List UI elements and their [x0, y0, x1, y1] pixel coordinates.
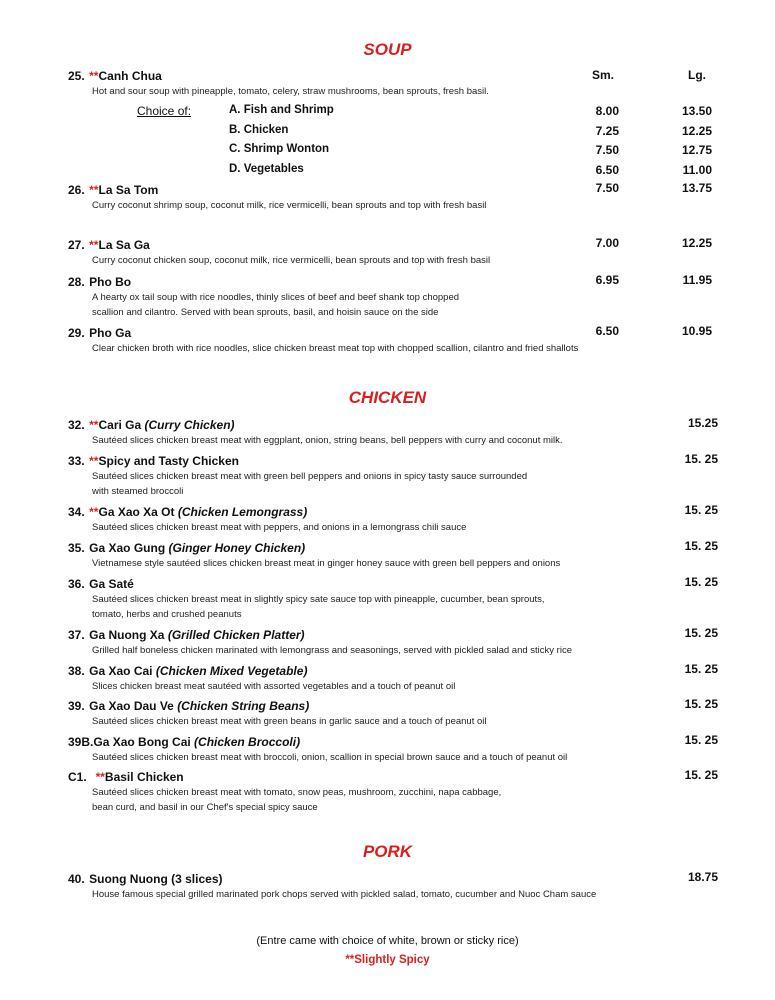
item-name: Pho Bo — [89, 275, 132, 289]
item-number: 29. — [68, 326, 85, 340]
menu-item-40 — [68, 870, 222, 888]
item-number: 27. — [68, 238, 85, 252]
price: 15.25 — [687, 416, 718, 430]
rice-note: (Entre came with choice of white, brown or sticky rice) — [256, 935, 519, 947]
item-name: Canh Chua — [98, 69, 162, 83]
item-description: Sautéed slices chicken breast meat with green bell peppers and onions in spicy tasty sauce surrounded — [92, 471, 528, 482]
price-large: 12.25 — [681, 124, 712, 138]
menu-item-33 — [68, 452, 239, 470]
item-number: 36. — [68, 577, 85, 591]
menu-item-c1 — [68, 768, 184, 786]
item-description: Sautéed slices chicken breast meat with broccoli, onion, scallion in special brown sauce and a touch of peanut oil — [92, 752, 568, 763]
price: 15. 25 — [684, 452, 718, 466]
item-number: 34. — [68, 505, 85, 519]
price: 18.75 — [687, 870, 718, 884]
choice-label: Choice of: — [137, 104, 192, 118]
price-large: 13.50 — [681, 104, 712, 118]
menu-item-25 — [68, 67, 162, 85]
item-number: 32. — [68, 418, 85, 432]
spicy-mark: ** — [89, 418, 99, 432]
price: 15. 25 — [684, 662, 718, 676]
item-description: bean curd, and basil in our Chef's special spicy sauce — [92, 802, 318, 813]
price-small: 8.00 — [595, 104, 619, 118]
item-subtitle: (Chicken Lemongrass) — [177, 505, 308, 519]
section-title-soup: SOUP — [363, 40, 412, 59]
item-description: House famous special grilled marinated pork chops served with pickled salad, tomato, cucumber and Nuoc Cham sauce — [92, 889, 597, 900]
price: 15. 25 — [684, 575, 718, 589]
spicy-mark: ** — [95, 770, 105, 784]
item-number: 37. — [68, 628, 85, 642]
item-name: La Sa Ga — [98, 238, 150, 252]
col-header-small: Sm. — [592, 68, 615, 82]
spicy-legend: **Slightly Spicy — [345, 954, 430, 966]
section-title-pork: PORK — [362, 842, 413, 861]
item-number: 39B. — [68, 735, 94, 749]
item-description: scallion and cilantro. Served with bean sprouts, basil, and hoisin sauce on the side — [92, 307, 439, 318]
choice-option: B. Chicken — [229, 124, 289, 136]
price-small: 7.50 — [595, 181, 619, 195]
item-name: Basil Chicken — [104, 770, 184, 784]
item-subtitle: (Chicken Mixed Vegetable) — [155, 664, 308, 678]
item-name: Ga Saté — [89, 577, 134, 591]
item-number: 28. — [68, 275, 85, 289]
price-large: 12.75 — [681, 143, 712, 157]
item-number: 26. — [68, 183, 85, 197]
price: 15. 25 — [684, 503, 718, 517]
item-number: C1. — [68, 770, 87, 784]
item-description: with steamed broccoli — [92, 486, 184, 497]
item-name: Ga Xao Cai — [89, 664, 156, 678]
menu-item-38 — [68, 662, 307, 680]
item-number: 35. — [68, 541, 85, 555]
menu-item-35 — [68, 539, 305, 557]
choice-option: D. Vegetables — [229, 163, 304, 175]
item-description: Sautéed slices chicken breast meat in slightly spicy sate sauce top with pineapple, cucumber, bean sprouts, — [92, 594, 545, 605]
item-description: Clear chicken broth with rice noodles, slice chicken breast meat top with chopped scallion, cilantro and fried shallots — [92, 343, 579, 354]
spicy-mark: ** — [89, 505, 99, 519]
item-subtitle: (Chicken Broccoli) — [194, 735, 301, 749]
menu-item-29 — [68, 324, 131, 342]
spicy-mark: ** — [89, 238, 99, 252]
item-name: Ga Xao Dau Ve — [89, 699, 178, 713]
choice-option: C. Shrimp Wonton — [229, 143, 330, 155]
price: 15. 25 — [684, 733, 718, 747]
item-name: Ga Xao Xa Ot — [98, 505, 178, 519]
item-name: Cari Ga — [98, 418, 145, 432]
item-name: Ga Xao Bong Cai — [93, 735, 195, 749]
spicy-mark: ** — [89, 183, 99, 197]
item-number: 25. — [68, 69, 85, 83]
price-large: 10.95 — [681, 324, 712, 338]
menu-item-28 — [68, 273, 131, 291]
item-description: Sautéed slices chicken breast meat with green beans in garlic sauce and a touch of peanut oil — [92, 716, 487, 727]
item-description: A hearty ox tail soup with rice noodles, thinly slices of beef and beef shank top chopped — [92, 292, 460, 303]
spicy-mark: ** — [89, 69, 99, 83]
item-name: Ga Nuong Xa — [89, 628, 168, 642]
item-description: Sautéed slices chicken breast meat with eggplant, onion, string beans, bell peppers with curry and coconut milk. — [92, 435, 563, 446]
price: 15. 25 — [684, 539, 718, 553]
item-subtitle: (Curry Chicken) — [144, 418, 235, 432]
menu-item-34 — [68, 503, 307, 521]
price-small: 6.95 — [595, 273, 619, 287]
section-title-chicken: CHICKEN — [348, 388, 427, 407]
col-header-large: Lg. — [688, 68, 706, 82]
item-description: Curry coconut shrimp soup, coconut milk, rice vermicelli, bean sprouts and top with fresh basil — [92, 200, 487, 211]
item-number: 40. — [68, 872, 85, 886]
price-large: 11.95 — [682, 273, 712, 287]
price-large: 13.75 — [681, 181, 712, 195]
item-name: La Sa Tom — [98, 183, 159, 197]
item-name: Suong Nuong (3 slices) — [89, 872, 223, 886]
item-description: Curry coconut chicken soup, coconut milk, rice vermicelli, bean sprouts and top with fresh basil — [92, 255, 491, 266]
menu-item-32 — [68, 416, 235, 434]
price-small: 6.50 — [595, 324, 619, 338]
item-description: Sautéed slices chicken breast meat with tomato, snow peas, mushroom, zucchini, napa cabbage, — [92, 787, 502, 798]
item-name: Pho Ga — [89, 326, 132, 340]
price: 15. 25 — [684, 697, 718, 711]
price: 15. 25 — [684, 626, 718, 640]
price-small: 7.50 — [595, 143, 619, 157]
item-name: Spicy and Tasty Chicken — [98, 454, 239, 468]
item-number: 33. — [68, 454, 85, 468]
price-large: 11.00 — [682, 163, 712, 177]
item-description: tomato, herbs and crushed peanuts — [92, 609, 242, 620]
price: 15. 25 — [684, 768, 718, 782]
price-small: 6.50 — [595, 163, 619, 177]
spicy-mark: ** — [89, 454, 99, 468]
item-number: 39. — [68, 699, 85, 713]
item-description: Grilled half boneless chicken marinated with lemongrass and seasonings, served with pickled salad and sticky rice — [92, 645, 572, 656]
item-description: Hot and sour soup with pineapple, tomato, celery, straw mushrooms, bean sprouts, fresh basil. — [92, 86, 489, 97]
item-description: Slices chicken breast meat sautéed with assorted vegetables and a touch of peanut oil — [92, 681, 456, 692]
price-large: 12.25 — [681, 236, 712, 250]
choice-option: A. Fish and Shrimp — [229, 104, 334, 116]
item-subtitle: (Grilled Chicken Platter) — [167, 628, 305, 642]
menu-item-39b — [68, 733, 300, 751]
item-description: Vietnamese style sautéed slices chicken breast meat in ginger honey sauce with green bell peppers and onions — [92, 558, 561, 569]
item-description: Sautéed slices chicken breast meat with peppers, and onions in a lemongrass chili sauce — [92, 522, 467, 533]
menu-item-26 — [68, 181, 158, 199]
item-name: Ga Xao Gung — [89, 541, 169, 555]
price-small: 7.25 — [595, 124, 619, 138]
menu-item-39 — [68, 697, 309, 715]
item-number: 38. — [68, 664, 85, 678]
price-small: 7.00 — [595, 236, 619, 250]
item-subtitle: (Ginger Honey Chicken) — [168, 541, 306, 555]
menu-item-36 — [68, 575, 134, 593]
item-subtitle: (Chicken String Beans) — [177, 699, 310, 713]
menu-item-27 — [68, 236, 150, 254]
menu-item-37 — [68, 626, 305, 644]
